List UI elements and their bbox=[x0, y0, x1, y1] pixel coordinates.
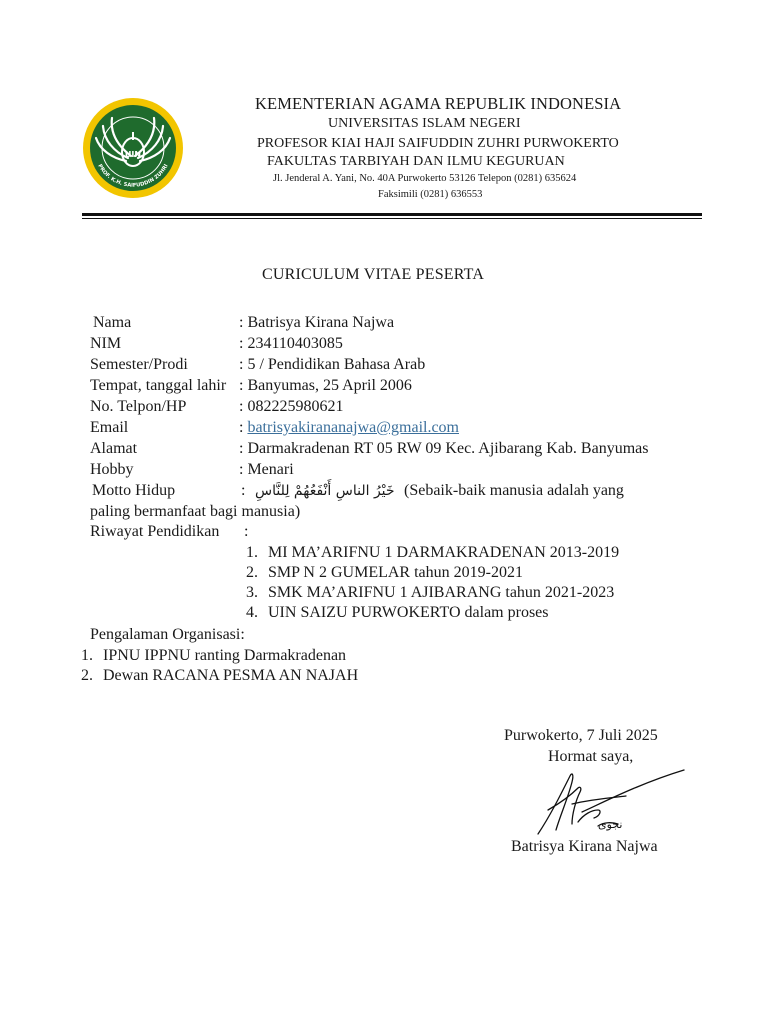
header-university-name: PROFESOR KIAI HAJI SAIFUDDIN ZUHRI PURWOKERTO bbox=[257, 136, 619, 151]
education-item-text: UIN SAIZU PURWOKERTO dalam proses bbox=[268, 604, 549, 621]
field-label-motto: Motto Hidup bbox=[92, 482, 176, 499]
field-label-hobby: Hobby bbox=[90, 461, 134, 478]
signature-greeting: Hormat saya, bbox=[548, 748, 634, 765]
organization-item-text: Dewan RACANA PESMA AN NAJAH bbox=[103, 667, 359, 684]
organization-item-number: 2. bbox=[81, 667, 93, 684]
education-colon: : bbox=[244, 523, 249, 540]
organization-item bbox=[81, 667, 358, 685]
field-label-email: Email bbox=[90, 419, 129, 436]
field-value-address: : Darmakradenan RT 05 RW 09 Kec. Ajibarang Kab. Banyumas bbox=[239, 440, 649, 457]
header-divider-thin bbox=[82, 218, 702, 219]
handwritten-signature bbox=[528, 764, 688, 838]
field-value-birth: : Banyumas, 25 April 2006 bbox=[239, 377, 412, 394]
header-fax: Faksimili (0281) 636553 bbox=[378, 189, 483, 200]
education-item bbox=[246, 604, 549, 622]
email-colon: : bbox=[239, 419, 248, 436]
education-item bbox=[246, 584, 614, 602]
organization-item-number: 1. bbox=[81, 647, 93, 664]
field-label-phone: No. Telpon/HP bbox=[90, 398, 187, 415]
education-label: Riwayat Pendidikan bbox=[90, 523, 220, 540]
field-label-nama: Nama bbox=[93, 314, 132, 331]
education-item-number: 4. bbox=[246, 604, 258, 621]
field-value-nama: : Batrisya Kirana Najwa bbox=[239, 314, 395, 331]
signature-name: Batrisya Kirana Najwa bbox=[511, 838, 658, 855]
logo-ring-text: PROF. K.H. SAIFUDDIN ZUHRI bbox=[96, 163, 170, 189]
header-university: UNIVERSITAS ISLAM NEGERI bbox=[328, 116, 521, 131]
organization-item-text: IPNU IPPNU ranting Darmakradenan bbox=[103, 647, 347, 664]
education-item-number: 3. bbox=[246, 584, 258, 601]
education-item-number: 2. bbox=[246, 564, 258, 581]
motto-translation-2: paling bermanfaat bagi manusia) bbox=[90, 503, 301, 520]
education-item-text: SMP N 2 GUMELAR tahun 2019-2021 bbox=[268, 564, 523, 581]
header-address: Jl. Jenderal A. Yani, No. 40A Purwokerto 53126 Telepon (0281) 635624 bbox=[273, 173, 577, 184]
header-ministry: KEMENTERIAN AGAMA REPUBLIK INDONESIA bbox=[255, 94, 622, 113]
header-divider-thick bbox=[82, 213, 702, 216]
organization-item bbox=[81, 647, 346, 665]
education-item bbox=[246, 564, 523, 582]
education-item bbox=[246, 544, 619, 562]
education-item-number: 1. bbox=[246, 544, 258, 561]
motto-arabic: خَيْرُ الناسِ أَنْفَعُهُمْ لِلنَّاسِ bbox=[255, 483, 395, 499]
university-logo bbox=[82, 94, 184, 202]
signature-place-date: Purwokerto, 7 Juli 2025 bbox=[504, 727, 658, 744]
email-link[interactable]: batrisyakirananajwa@gmail.com bbox=[247, 419, 459, 436]
field-label-address: Alamat bbox=[90, 440, 138, 457]
field-value-phone: : 082225980621 bbox=[239, 398, 344, 415]
field-label-birth: Tempat, tanggal lahir bbox=[90, 377, 227, 394]
signature-handwritten-text: نجوى bbox=[598, 818, 623, 831]
field-label-semester: Semester/Prodi bbox=[90, 356, 188, 373]
education-item-text: MI MA’ARIFNU 1 DARMAKRADENAN 2013-2019 bbox=[268, 544, 620, 561]
logo-emblem-text: UIN bbox=[124, 150, 142, 159]
field-value-nim: : 234110403085 bbox=[239, 335, 343, 352]
field-value-email bbox=[239, 419, 459, 437]
field-value-semester: : 5 / Pendidikan Bahasa Arab bbox=[239, 356, 426, 373]
document-title: CURICULUM VITAE PESERTA bbox=[262, 266, 485, 283]
motto-translation-1: (Sebaik-baik manusia adalah yang bbox=[404, 482, 624, 499]
header-faculty: FAKULTAS TARBIYAH DAN ILMU KEGURUAN bbox=[267, 154, 565, 169]
organization-label: Pengalaman Organisasi: bbox=[90, 626, 245, 643]
education-item-text: SMK MA’ARIFNU 1 AJIBARANG tahun 2021-2023 bbox=[268, 584, 615, 601]
motto-colon: : bbox=[241, 482, 246, 499]
field-value-hobby: : Menari bbox=[239, 461, 294, 478]
field-label-nim: NIM bbox=[90, 335, 122, 352]
